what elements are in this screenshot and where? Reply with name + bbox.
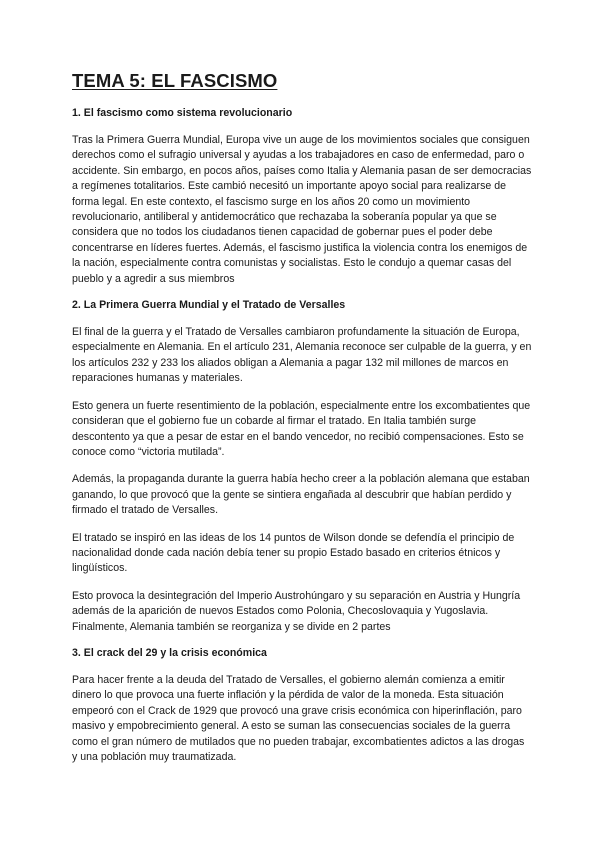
paragraph: El tratado se inspiró en las ideas de los 14 puntos de Wilson donde se defendía el principio de nacionalidad donde cada nación debía tener su propio Estado basado en criterios étnicos y lingüísticos. [72, 531, 515, 575]
section-heading: 3. El crack del 29 y la crisis económica [72, 646, 267, 659]
section-primera-guerra-versalles [72, 298, 532, 635]
paragraph: El final de la guerra y el Tratado de Versalles cambiaron profundamente la situación de Europa, especialmente en Alemania. En el artículo 231, Alemania reconoce ser culpable de la guerra, y en los artículos 232 y 233 los aliados obligan a Alemania a pagar 132 mil millones de marcos en reparaciones humanas y materiales. [72, 326, 532, 385]
page-title: TEMA 5: EL FASCISMO [72, 70, 278, 91]
paragraph: Esto provoca la desintegración del Imperio Austrohúngaro y su separación en Austria y Hungría además de la aparición de nuevos Estados como Polonia, Checoslovaquia y Yugoslavia. Finalmente, Alemania también se reorganiza y se divide en 2 partes [72, 589, 521, 633]
section-heading: 1. El fascismo como sistema revolucionario [72, 107, 293, 119]
section-fascismo-revolucionario [72, 106, 532, 287]
paragraph: Para hacer frente a la deuda del Tratado de Versalles, el gobierno alemán comienza a emitir dinero lo que provoca una fuerte inflación y la pérdida de valor de la moneda. Esta situación empeoró con el Crack de 1929 que provocó una grave crisis económica con hiperinflación, paro masivo y empobrecimiento general. A esto se suman las consecuencias sociales de la guerra como el gran número de mutilados que no pueden trabajar, excombatientes adictos a las drogas y una población muy traumatizada. [72, 673, 525, 763]
paragraph: Tras la Primera Guerra Mundial, Europa vive un auge de los movimientos sociales que consiguen derechos como el sufragio universal y ayudas a los trabajadores en caso de enfermedad, paro o accidente. Sin embargo, en pocos años, países como Italia y Alemania pasan de ser democracias a regímenes totalitarios. Este cambió necesitó un importante apoyo social para realizarse de forma legal. En este contexto, el fascismo surge en los años 20 como un movimiento revolucionario, antiliberal y antidemocrático que rechazaba la soberanía popular ya que se considera que no todos los ciudadanos tienen capacidad de gobernar pues el poder debe concentrarse en líderes fuertes. Además, el fascismo justifica la violencia contra los enemigos de la nación, especialmente contra comunistas y socialistas. Esto le condujo a quemar casas del pueblo y a agredir a sus miembros [72, 134, 532, 285]
document-page [72, 70, 532, 777]
paragraph: Esto genera un fuerte resentimiento de la población, especialmente entre los excombatientes que consideran que el gobierno fue un cobarde al firmar el tratado. En Italia también surge descontento ya que a pesar de estar en el bando vencedor, no recibió compensaciones. Esto se conoce como “victoria mutilada”. [72, 399, 531, 458]
paragraph: Además, la propaganda durante la guerra había hecho creer a la población alemana que estaban ganando, lo que provocó que la gente se sintiera engañada al descubrir que habían perdido y firmado el tratado de Versalles. [72, 473, 530, 517]
section-heading: 2. La Primera Guerra Mundial y el Tratado de Versalles [72, 299, 346, 312]
section-crack-29 [72, 646, 532, 765]
